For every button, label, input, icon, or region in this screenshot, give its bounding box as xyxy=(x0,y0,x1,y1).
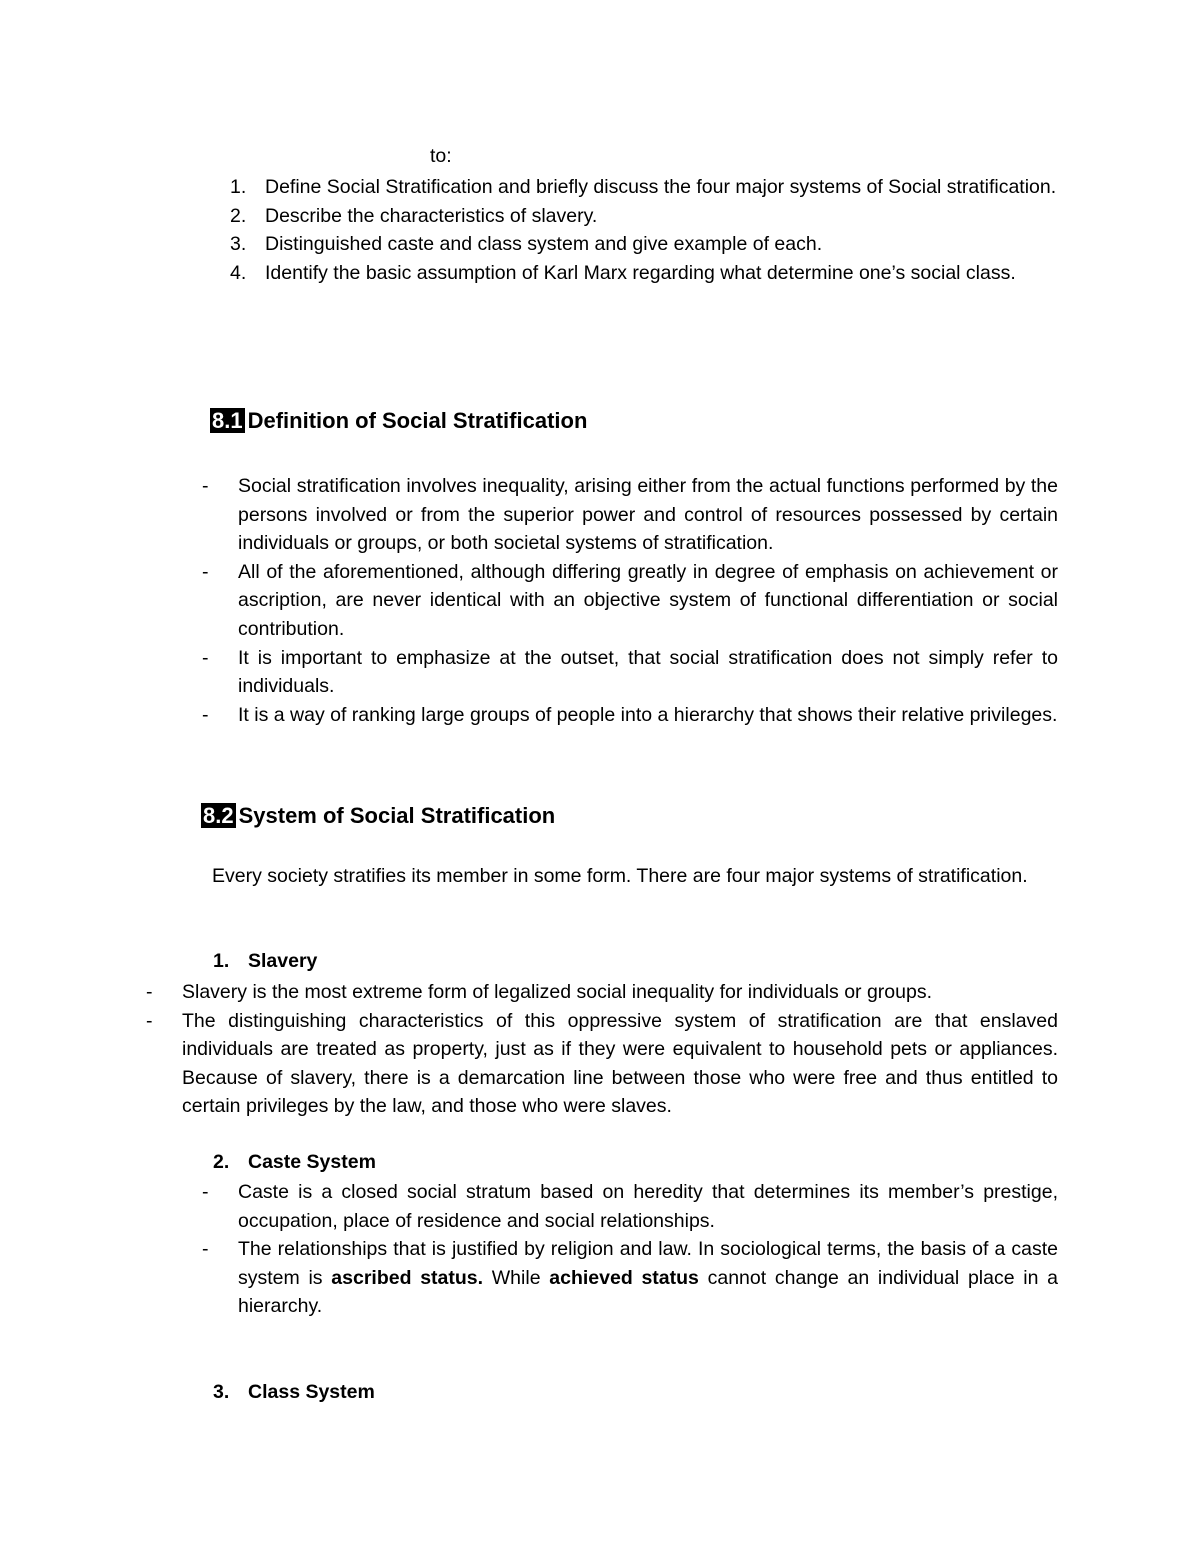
objective-item xyxy=(230,259,1060,288)
bullet-item xyxy=(146,1007,1058,1121)
subheading-number: 2. xyxy=(213,1151,230,1173)
dash-marker: - xyxy=(146,1009,153,1032)
objective-text: Identify the basic assumption of Karl Marx regarding what determine one’s social class. xyxy=(265,261,1016,284)
dash-marker: - xyxy=(202,703,209,726)
section-heading-8-2 xyxy=(201,803,555,829)
subheading-slavery xyxy=(213,950,317,973)
bullet-text: It is important to emphasize at the outset, that social stratification does not simply refer to individuals. xyxy=(238,646,1058,698)
ascribed-status-term: ascribed status. xyxy=(331,1266,484,1289)
objectives-list xyxy=(230,173,1060,287)
achieved-status-term: achieved status xyxy=(549,1266,699,1289)
section-number-badge: 8.1 xyxy=(212,408,243,433)
objective-number: 3. xyxy=(230,233,247,255)
bullet-item xyxy=(202,1178,1058,1235)
section-heading-8-1 xyxy=(210,408,587,434)
bullet-text: Caste is a closed social stratum based on heredity that determines its member’s prestige, occupation, place of residence and social relationships. xyxy=(238,1181,1058,1232)
subheading-class xyxy=(213,1381,375,1404)
systems-intro-paragraph: Every society stratifies its member in some form. There are four major systems of stratification. xyxy=(212,865,1028,887)
objective-item xyxy=(230,230,1060,259)
bullet-text: All of the aforementioned, although differing greatly in degree of emphasis on achievement or ascription, are never identical with an objective system of functional differentiation or social contribution. xyxy=(238,560,1058,640)
dash-marker: - xyxy=(202,560,209,583)
subheading-caste xyxy=(213,1151,376,1174)
bullet-item xyxy=(202,558,1058,644)
definition-bullets xyxy=(202,472,1058,729)
slavery-bullets xyxy=(146,978,1058,1121)
bullet-item xyxy=(202,701,1058,730)
bullet-item xyxy=(202,472,1058,558)
objective-item xyxy=(230,173,1060,202)
bullet-text-part: The relationships that is justified by religion and law. In sociological terms, the basis of a caste system is xyxy=(238,1238,1058,1289)
bullet-text-part: cannot change an individual place in a hierarchy. xyxy=(238,1266,1059,1318)
bullet-item xyxy=(146,978,1058,1007)
bullet-text: Social stratification involves inequality, arising either from the actual functions performed by the persons involved or from the superior power and control of resources possessed by certain individuals or groups, or both societal systems of stratification. xyxy=(238,475,1058,555)
caste-bullets xyxy=(202,1178,1058,1321)
subheading-title: Class System xyxy=(248,1381,375,1403)
dash-marker: - xyxy=(202,475,209,497)
section-title: System of Social Stratification xyxy=(238,803,556,828)
subheading-title: Slavery xyxy=(248,950,318,972)
objective-text: Describe the characteristics of slavery. xyxy=(265,204,598,227)
objective-text: Distinguished caste and class system and give example of each. xyxy=(265,233,823,255)
dash-marker: - xyxy=(202,1238,209,1261)
bullet-text: It is a way of ranking large groups of people into a hierarchy that shows their relative privileges. xyxy=(238,703,1058,726)
section-title: Definition of Social Stratification xyxy=(247,408,588,433)
bullet-text: The distinguishing characteristics of this oppressive system of stratification are that enslaved individuals are treated as property, just as if they were equivalent to household pets or appliances. Because of slavery, there is a demarcation line between those who were free and thus entitled to certain privileges by the law, and those who were slaves. xyxy=(182,1009,1058,1118)
bullet-text-part: While xyxy=(491,1266,541,1289)
subheading-number: 1. xyxy=(213,950,230,972)
section-number-badge: 8.2 xyxy=(203,803,234,828)
dash-marker: - xyxy=(202,1181,209,1203)
bullet-item xyxy=(202,1235,1058,1321)
bullet-item xyxy=(202,644,1058,701)
dash-marker: - xyxy=(146,981,153,1003)
objective-number: 4. xyxy=(230,261,247,284)
objective-number: 2. xyxy=(230,204,247,227)
subheading-number: 3. xyxy=(213,1381,230,1403)
intro-text: to: xyxy=(430,145,452,167)
objective-number: 1. xyxy=(230,176,247,198)
dash-marker: - xyxy=(202,646,209,669)
subheading-title: Caste System xyxy=(248,1151,376,1173)
objective-item xyxy=(230,202,1060,231)
bullet-text: Slavery is the most extreme form of legalized social inequality for individuals or groups. xyxy=(182,981,933,1003)
objective-text: Define Social Stratification and briefly discuss the four major systems of Social stratification. xyxy=(265,176,1057,198)
